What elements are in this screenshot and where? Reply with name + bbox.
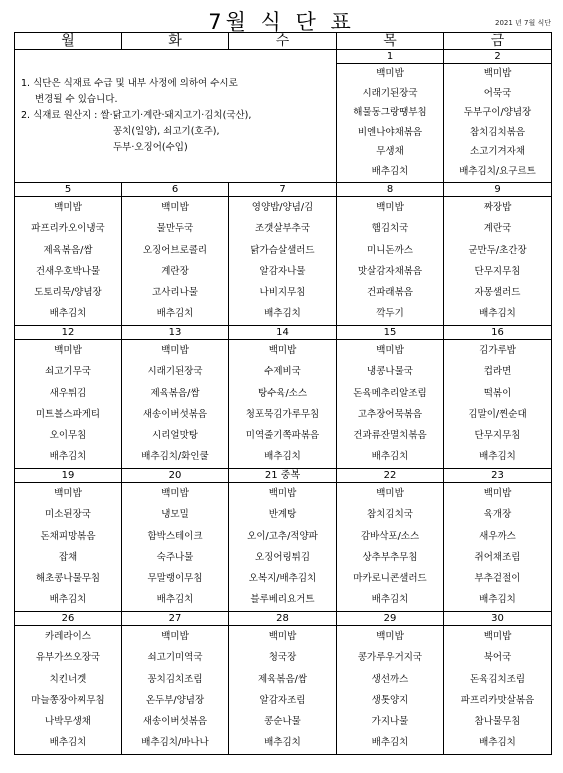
menu-row [15, 626, 552, 755]
day-menu [15, 340, 122, 469]
menu-item: 마카로니콘샐러드 [353, 573, 427, 585]
menu-item: 숙주나물 [156, 551, 194, 563]
menu-item: 어묵국 [483, 87, 512, 99]
menu-item: 자몽샐러드 [474, 287, 521, 299]
day-menu [15, 197, 122, 326]
menu-item: 청포묵김가루무침 [245, 408, 320, 420]
menu-item: 미소된장국 [45, 509, 91, 521]
day-number: 30 [444, 612, 552, 626]
day-number: 8 [337, 183, 444, 197]
day-number: 12 [15, 326, 122, 340]
day-number: 1 [337, 50, 444, 64]
weekday-mon: 월 [15, 33, 122, 50]
menu-item: 배추김치 [371, 165, 409, 177]
menu-item: 미트볼스파게티 [35, 408, 101, 420]
menu-item: 육개장 [483, 509, 512, 521]
menu-item: 오징어링튀김 [254, 551, 311, 563]
menu-item: 감바삭포/소스 [360, 530, 420, 542]
day-number: 19 [15, 469, 122, 483]
menu-item: 군만두/초간장 [468, 244, 527, 256]
menu-item: 새우까스 [479, 530, 516, 542]
menu-item: 배추김치 [371, 594, 409, 606]
menu-item: 배추김치 [371, 451, 409, 463]
page-title: 7월 식 단 표 [208, 10, 355, 34]
day-menu [337, 64, 444, 183]
weekday-thu: 목 [337, 33, 444, 50]
day-menu [15, 626, 122, 755]
menu-item: 치킨너겟 [49, 673, 87, 685]
day-number: 13 [122, 326, 229, 340]
day-number: 9 [444, 183, 552, 197]
menu-item: 나비지무침 [259, 287, 306, 299]
day-number-row [15, 612, 552, 626]
menu-item: 단무지무침 [474, 265, 521, 277]
day-number: 26 [15, 612, 122, 626]
menu-item: 참치김치국 [367, 509, 413, 521]
weekday-fri: 금 [444, 33, 552, 50]
menu-item: 제육볶음/쌈 [150, 387, 200, 399]
menu-item: 계란국 [483, 223, 512, 235]
menu-item: 백미밥 [376, 345, 404, 356]
menu-item: 백미밥 [376, 488, 404, 499]
menu-item: 백미밥 [54, 202, 82, 213]
menu-item: 가지나물 [371, 716, 409, 728]
menu-item: 계란장 [161, 265, 189, 277]
menu-item: 닭가슴살샐러드 [250, 244, 315, 256]
menu-item: 시리얼맛탕 [152, 430, 198, 442]
menu-table [14, 32, 552, 755]
menu-item: 콩가루우거지국 [357, 652, 423, 664]
menu-item: 새송이버섯볶음 [142, 408, 208, 420]
menu-item: 배추김치 [156, 594, 194, 606]
menu-item: 블루베리요거트 [250, 594, 315, 606]
menu-item: 시래기된장국 [147, 366, 203, 378]
menu-item: 참치김치볶음 [469, 126, 526, 138]
menu-item: 배추김치 [479, 451, 516, 463]
notice-box [15, 50, 337, 183]
day-menu [122, 483, 229, 612]
notice-line: 두부·오징어(수입) [113, 142, 188, 153]
menu-item: 건파래볶음 [367, 287, 413, 299]
menu-item: 배추김치 [264, 308, 301, 320]
day-number: 22 [337, 469, 444, 483]
menu-item: 고추장어묵볶음 [357, 408, 423, 420]
day-menu [122, 340, 229, 469]
menu-item: 제육볶음/쌈 [43, 244, 93, 256]
menu-item: 해물동그랑땡부침 [353, 107, 427, 119]
menu-item: 백미밥 [376, 202, 404, 213]
day-menu [444, 626, 552, 755]
day-number: 15 [337, 326, 444, 340]
day-number: 6 [122, 183, 229, 197]
menu-row [15, 483, 552, 612]
menu-item: 새송이버섯볶음 [142, 716, 208, 728]
menu-item: 깍두기 [376, 308, 404, 320]
menu-item: 건과류잔멸치볶음 [353, 430, 427, 442]
menu-item: 도토리묵/양념장 [34, 287, 102, 299]
menu-item: 백미밥 [268, 631, 297, 642]
day-menu [444, 197, 552, 326]
menu-item: 영양밥/양념/김 [251, 202, 314, 213]
menu-item: 파프리카맛살볶음 [460, 694, 535, 706]
day-menu [444, 483, 552, 612]
menu-item: 물만두국 [156, 223, 194, 235]
menu-item: 파프리카오이냉국 [31, 223, 105, 235]
menu-item: 백미밥 [268, 345, 297, 356]
menu-item: 오복지/배추김치 [248, 573, 317, 585]
menu-item: 배추김치 [156, 308, 194, 320]
menu-item: 두부구이/양념장 [463, 107, 532, 119]
menu-item: 백미밥 [483, 488, 512, 499]
day-menu [337, 483, 444, 612]
menu-item: 김말이/찐순대 [468, 408, 527, 420]
menu-item: 부추겉절이 [474, 573, 521, 585]
menu-item: 백미밥 [54, 488, 82, 499]
notice-line: 꽁치(일양), 쇠고기(호주), [113, 126, 220, 137]
menu-item: 배추김치 [371, 737, 409, 749]
menu-item: 배추김치/바나나 [141, 737, 209, 749]
weekday-wed: 수 [229, 33, 337, 50]
day-number-row [15, 183, 552, 197]
menu-item: 새우튀김 [49, 387, 87, 399]
day-number: 23 [444, 469, 552, 483]
menu-item: 백미밥 [376, 68, 404, 79]
menu-item: 시래기된장국 [362, 87, 418, 99]
menu-row [15, 197, 552, 326]
menu-item: 참나물무침 [474, 716, 521, 728]
menu-item: 배추김치 [479, 308, 516, 320]
menu-item: 상추부추무침 [362, 551, 418, 563]
day-menu [229, 197, 337, 326]
day-menu [444, 64, 552, 183]
menu-item: 오이무침 [49, 430, 87, 442]
menu-item: 쥐어채조림 [474, 551, 521, 563]
day-number: 16 [444, 326, 552, 340]
menu-item: 백미밥 [376, 631, 404, 642]
page-subtitle: 2021 년 7월 식단 [495, 19, 551, 27]
menu-item: 백미밥 [483, 631, 512, 642]
menu-item: 컵라면 [483, 366, 512, 378]
day-number: 5 [15, 183, 122, 197]
menu-item: 생톳양지 [371, 694, 409, 706]
menu-item: 마늘쫑장아찌무침 [31, 694, 105, 706]
menu-item: 배추김치 [479, 594, 516, 606]
menu-item: 돈육김치조림 [469, 673, 526, 685]
menu-item: 잡채 [58, 551, 78, 563]
menu-item: 돈육메추리알조림 [353, 387, 427, 399]
menu-item: 햄김치국 [371, 223, 409, 235]
day-number-row [15, 469, 552, 483]
day-number: 7 [229, 183, 337, 197]
menu-item: 알감자나물 [259, 265, 306, 277]
menu-item: 함박스테이크 [147, 530, 203, 542]
day-number: 21 중복 [229, 469, 337, 483]
day-menu [229, 626, 337, 755]
menu-item: 배추김치/요구르트 [459, 165, 536, 177]
menu-item: 배추김치 [479, 737, 516, 749]
day-menu [122, 626, 229, 755]
menu-item: 건새우호박나물 [35, 265, 101, 277]
weekday-header-row [15, 33, 552, 50]
menu-item: 반계탕 [268, 509, 297, 521]
menu-item: 짜장밥 [483, 202, 512, 213]
menu-item: 돈채피망볶음 [40, 530, 96, 542]
day-number-row [15, 50, 552, 64]
notice-line: 변경될 수 있습니다. [35, 94, 118, 105]
menu-item: 수제비국 [264, 366, 301, 378]
day-menu [337, 197, 444, 326]
day-menu [229, 340, 337, 469]
day-menu [337, 340, 444, 469]
menu-item: 떡볶이 [483, 387, 512, 399]
day-menu [444, 340, 552, 469]
menu-item: 백미밥 [268, 488, 297, 499]
menu-item: 나박무생채 [45, 716, 91, 728]
menu-item: 무생채 [376, 146, 404, 158]
notice-line: 2. 식재료 원산지 : 쌀·닭고기·계란·돼지고기·김치(국산), [21, 110, 252, 121]
menu-item: 비엔나야채볶음 [357, 126, 423, 138]
menu-item: 무말랭이무침 [147, 573, 203, 585]
menu-item: 북어국 [483, 652, 512, 664]
menu-item: 해초콩나물무침 [35, 573, 101, 585]
day-number: 14 [229, 326, 337, 340]
menu-item: 배추김치 [49, 308, 87, 320]
menu-item: 단무지무침 [474, 430, 521, 442]
menu-item: 고사리나물 [152, 287, 198, 299]
day-menu [15, 483, 122, 612]
menu-item: 냉모밀 [161, 509, 189, 521]
menu-item: 생선까스 [371, 673, 409, 685]
day-number: 27 [122, 612, 229, 626]
menu-item: 배추김치 [49, 594, 87, 606]
menu-item: 백미밥 [54, 345, 82, 356]
menu-item: 콩순나물 [264, 716, 301, 728]
menu-item: 미니돈까스 [367, 244, 413, 256]
menu-item: 조갯살부추국 [254, 223, 311, 235]
menu-item: 백미밥 [161, 631, 189, 642]
menu-item: 미역줄기쪽파볶음 [245, 430, 320, 442]
menu-item: 유부가쓰오장국 [35, 652, 101, 664]
menu-item: 꽁치김치조림 [147, 673, 203, 685]
menu-item: 배추김치 [49, 451, 87, 463]
menu-item: 제육볶음/쌈 [257, 673, 308, 685]
day-number: 2 [444, 50, 552, 64]
menu-item: 배추김치 [264, 737, 301, 749]
menu-item: 배추김치 [264, 451, 301, 463]
day-menu [229, 483, 337, 612]
menu-item: 쇠고기미역국 [147, 652, 203, 664]
day-number-row [15, 326, 552, 340]
menu-item: 배추김치 [49, 737, 87, 749]
menu-item: 오징어브로콜리 [142, 244, 208, 256]
menu-item: 배추김치/화인쿨 [141, 451, 209, 463]
menu-item: 맛살감자채볶음 [357, 265, 423, 277]
menu-item: 백미밥 [161, 488, 189, 499]
day-menu [337, 626, 444, 755]
menu-item: 소고기겨자채 [469, 146, 526, 158]
menu-item: 백미밥 [161, 345, 189, 356]
notice-line: 1. 식단은 식재료 수급 및 내부 사정에 의하여 수시로 [21, 78, 238, 89]
menu-row [15, 340, 552, 469]
menu-item: 냉콩나물국 [367, 366, 413, 378]
menu-item: 김가루밥 [479, 345, 516, 356]
day-number: 29 [337, 612, 444, 626]
menu-item: 오이/고추/적양파 [247, 530, 318, 542]
menu-item: 탕수육/소스 [257, 387, 308, 399]
menu-item: 청국장 [268, 652, 297, 664]
menu-item: 카레라이스 [45, 631, 91, 642]
menu-item: 알감자조림 [259, 694, 306, 706]
menu-item: 쇠고기무국 [45, 366, 91, 378]
menu-item: 온두부/양념장 [145, 694, 205, 706]
day-number: 20 [122, 469, 229, 483]
menu-item: 백미밥 [483, 68, 512, 79]
weekday-tue: 화 [122, 33, 229, 50]
day-number: 28 [229, 612, 337, 626]
menu-item: 백미밥 [161, 202, 189, 213]
day-menu [122, 197, 229, 326]
